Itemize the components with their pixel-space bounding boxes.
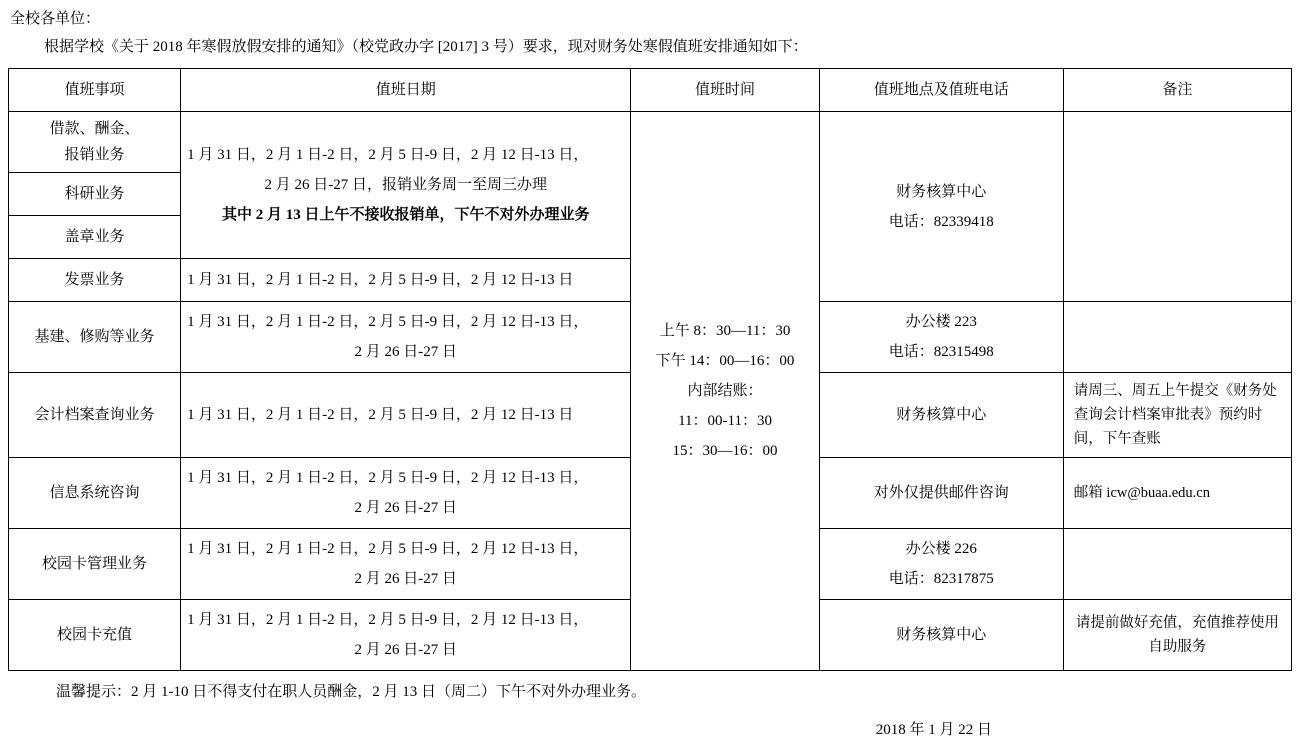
row-item-stamp: 盖章业务 xyxy=(9,216,181,259)
date-block xyxy=(187,140,624,230)
row-item-campus-card-admin: 校园卡管理业务 xyxy=(9,529,181,600)
table-row xyxy=(9,112,1292,173)
row-remark-group1 xyxy=(1063,112,1291,302)
date-line-1: 1 月 31 日，2 月 1 日-2 日，2 月 5 日-9 日，2 月 12 日-13 日， xyxy=(187,314,589,330)
date-line-1: 1 月 31 日，2 月 1 日-2 日，2 月 5 日-9 日，2 月 12 日-13 日 xyxy=(187,407,574,423)
sign-date: 2018 年 1 月 22 日 xyxy=(875,722,992,738)
row-date-campus-card-recharge xyxy=(181,600,631,671)
place-line-1: 办公楼 223 xyxy=(905,314,977,330)
date-line-2: 2 月 26 日-27 日 xyxy=(354,500,458,516)
header-date: 值班日期 xyxy=(181,69,631,112)
warm-tip: 温馨提示：2 月 1-10 日不得支付在职人员酬金，2 月 13 日（周二）下午不对外办理业务。 xyxy=(56,684,646,700)
date-line-2: 2 月 26 日-27 日 xyxy=(354,571,458,587)
remark-text: 请提前做好充值，充值推荐使用自助服务 xyxy=(1075,615,1279,655)
remark-text: 请周三、周五上午提交《财务处查询会计档案审批表》预约时间，下午查账 xyxy=(1073,383,1277,447)
row-remark-it-consult xyxy=(1063,458,1291,529)
remark-text: 邮箱 icw@buaa.edu.cn xyxy=(1073,485,1210,501)
row-remark-construction xyxy=(1063,302,1291,373)
table-header-row xyxy=(9,69,1292,112)
place-line-2: 电话：82317875 xyxy=(888,571,994,587)
date-line-1: 1 月 31 日，2 月 1 日-2 日，2 月 5 日-9 日，2 月 12 日-13 日， xyxy=(187,541,589,557)
row-item-loan-fee-reimbursement xyxy=(9,112,181,173)
row-date-campus-card-admin xyxy=(181,529,631,600)
row-place-archive-query xyxy=(819,373,1063,458)
date-line-2: 2 月 26 日-27 日 xyxy=(354,344,458,360)
row-item-archive-query: 会计档案查询业务 xyxy=(9,373,181,458)
row-place-campus-card-recharge xyxy=(819,600,1063,671)
row-item-invoice: 发票业务 xyxy=(9,259,181,302)
row-date-archive-query xyxy=(181,373,631,458)
row-place-campus-card-admin xyxy=(819,529,1063,600)
item-label-line1: 借款、酬金、 xyxy=(49,121,140,137)
row-remark-campus-card-recharge xyxy=(1063,600,1291,671)
row-item-it-consult: 信息系统咨询 xyxy=(9,458,181,529)
row-item-construction: 基建、修购等业务 xyxy=(9,302,181,373)
time-line-1: 上午 8：30—11：30 xyxy=(659,323,791,339)
row-remark-campus-card-admin xyxy=(1063,529,1291,600)
row-place-construction xyxy=(819,302,1063,373)
place-line-1: 对外仅提供邮件咨询 xyxy=(873,485,1009,501)
row-date-group1 xyxy=(181,112,631,259)
time-line-5: 15：30—16：00 xyxy=(672,443,778,459)
place-line-2: 电话：82339418 xyxy=(888,213,994,230)
place-line-1: 办公楼 226 xyxy=(905,541,977,557)
row-date-invoice xyxy=(181,259,631,302)
row-remark-archive-query xyxy=(1063,373,1291,458)
header-time: 值班时间 xyxy=(631,69,819,112)
place-line-2: 电话：82315498 xyxy=(888,344,994,360)
time-line-2: 下午 14：00—16：00 xyxy=(655,353,795,369)
row-place-group1 xyxy=(819,112,1063,302)
row-item-research: 科研业务 xyxy=(9,173,181,216)
date-line-1: 1 月 31 日，2 月 1 日-2 日，2 月 5 日-9 日，2 月 12 日-13 日 xyxy=(187,272,574,288)
intro-paragraph: 根据学校《关于 2018 年寒假放假安排的通知》（校党政办字 [2017] 3 号）要求，现对财务处寒假值班安排通知如下： xyxy=(44,39,808,55)
salutation: 全校各单位： xyxy=(10,11,101,27)
header-place: 值班地点及值班电话 xyxy=(819,69,1063,112)
row-time-all xyxy=(631,112,819,671)
place-line-1: 财务核算中心 xyxy=(896,407,987,423)
date-line-3: 其中 2 月 13 日上午不接收报销单，下午不对外办理业务 xyxy=(222,207,590,223)
date-line-1: 1 月 31 日，2 月 1 日-2 日，2 月 5 日-9 日，2 月 12 日-13 日， xyxy=(187,470,589,486)
place-line-1: 财务核算中心 xyxy=(896,627,987,643)
row-date-construction xyxy=(181,302,631,373)
time-line-4: 11：00-11：30 xyxy=(678,413,772,429)
date-line-2: 2 月 26 日-27 日 xyxy=(354,642,458,658)
header-item: 值班事项 xyxy=(9,69,181,112)
date-line-1: 1 月 31 日，2 月 1 日-2 日，2 月 5 日-9 日，2 月 12 日-13 日， xyxy=(187,147,589,163)
header-remark: 备注 xyxy=(1063,69,1291,112)
time-line-3: 内部结账： xyxy=(687,383,763,399)
row-place-it-consult xyxy=(819,458,1063,529)
time-block xyxy=(637,316,812,466)
date-line-1: 1 月 31 日，2 月 1 日-2 日，2 月 5 日-9 日，2 月 12 日-13 日， xyxy=(187,612,589,628)
item-label-line2: 报销业务 xyxy=(64,147,125,163)
place-line-1: 财务核算中心 xyxy=(896,183,987,200)
date-line-2: 2 月 26 日-27 日，报销业务周一至周三办理 xyxy=(264,177,548,193)
row-item-campus-card-recharge: 校园卡充值 xyxy=(9,600,181,671)
row-date-it-consult xyxy=(181,458,631,529)
duty-schedule-table xyxy=(8,68,1292,671)
